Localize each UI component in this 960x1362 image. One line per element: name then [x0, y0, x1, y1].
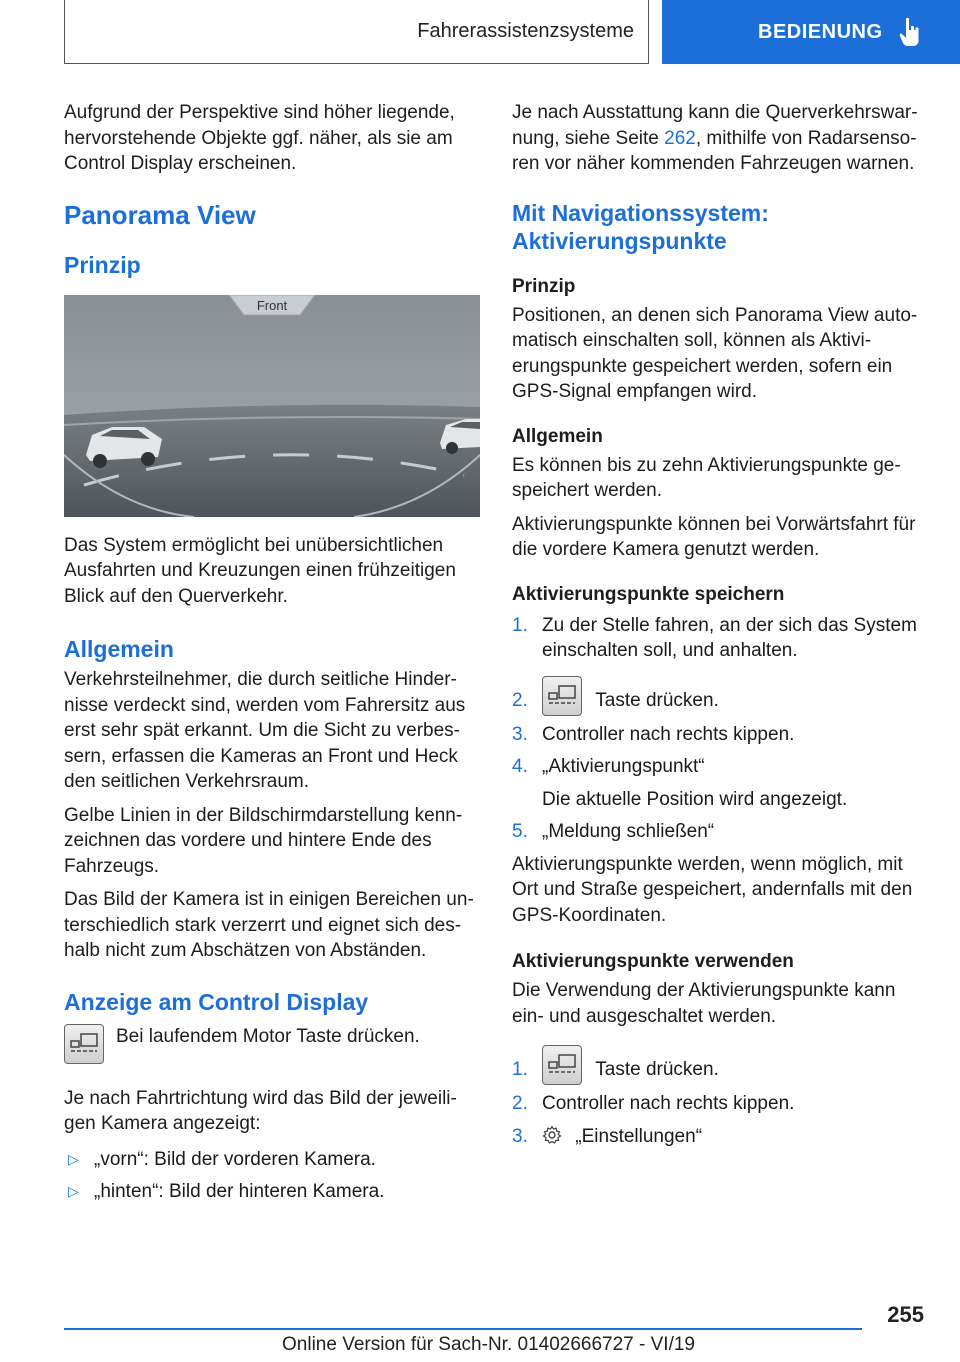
- list-item: 5. „Meldung schließen“: [512, 821, 715, 842]
- prinzip-right-paragraph: Positionen, an denen sich Panorama View automatisch einschalten soll, können als Aktivierungspunkte gespeichert werden, sofern ein GPS-Signal empfangen wird.: [512, 304, 918, 402]
- heading-navigation-aktivierungspunkte: Mit Navigationssystem: Aktivierungspunkte: [512, 199, 769, 254]
- list-item: 1. Taste drücken.: [512, 1045, 924, 1085]
- anzeige-key-text: Bei laufendem Motor Taste drücken.: [116, 1025, 420, 1047]
- triangle-bullet-icon: ▷: [68, 1183, 79, 1199]
- header-chapter-title: BEDIENUNG: [758, 20, 883, 43]
- list-item: 3. Controller nach rechts kippen.: [512, 723, 795, 745]
- allgemein-paragraph-2: Gelbe Linien in der Bildschirmdarstellung kennzeichnen das vordere und hintere Ende des Fahrzeugs.: [64, 804, 463, 877]
- list-item: 1. Zu der Stelle fahren, an der sich das System einschalten soll, und anhalten.: [512, 614, 917, 661]
- footer-online-version: Online Version für Sach-Nr. 01402666727 - VI/19: [282, 1334, 695, 1355]
- heading-verwenden: Aktivierungspunkte verwenden: [512, 951, 794, 972]
- heading-allgemein-right: Allgemein: [512, 425, 603, 447]
- triangle-bullet-icon: ▷: [68, 1150, 79, 1167]
- panorama-camera-image: [64, 295, 480, 517]
- heading-panorama-view: Panorama View: [64, 199, 256, 230]
- list-item: 3. „Einstellungen“: [512, 1125, 703, 1147]
- panorama-view-button-icon: [542, 1045, 582, 1085]
- header-chapter-tab: [662, 0, 960, 64]
- prinzip-paragraph: Das System ermöglicht bei unübersichtlichen Ausfahrten und Kreuzungen einen frühzeitigen Blick auf den Querverkehr.: [64, 534, 456, 607]
- allgemein-paragraph-3: Das Bild der Kamera ist in einigen Bereichen unterschiedlich stark verzerrt und eignet sich deshalb nicht zum Abschätzen von Abständen.: [64, 889, 474, 961]
- panorama-view-button-icon: [542, 676, 582, 716]
- list-item: 2. Controller nach rechts kippen.: [512, 1093, 795, 1114]
- page-reference-link[interactable]: 262: [664, 127, 696, 149]
- verwenden-steps: [512, 1045, 924, 1149]
- header-section-tab: [64, 0, 649, 64]
- camera-bullet-list: [64, 1147, 480, 1205]
- right-column: [512, 100, 924, 1156]
- footer-divider: [64, 1328, 862, 1330]
- allgemein-paragraph-1: Verkehrsteilnehmer, die durch seitliche Hindernisse verdeckt sind, werden vom Fahrersitz aus erst sehr spät erkannt. Um die Sicht zu verbessern, erfassen die Kameras an Front und Heck den seitlichen Verkehrsraum.: [64, 669, 466, 792]
- list-item: 4. „Aktivierungspunkt“ Die aktuelle Position wird angezeigt.: [512, 756, 848, 810]
- page-number: 255: [887, 1302, 924, 1327]
- verwenden-paragraph: Die Verwendung der Aktivierungspunkte kann ein- und ausgeschaltet werden.: [512, 980, 896, 1027]
- front-label: Front: [256, 297, 288, 313]
- gear-icon: [542, 1125, 562, 1145]
- speichern-steps: [512, 613, 924, 845]
- list-item: 2. Taste drücken.: [512, 676, 924, 716]
- heading-allgemein: Allgemein: [64, 636, 174, 662]
- speichern-after-paragraph: Aktivierungspunkte werden, wenn möglich, mit Ort und Straße gespeichert, andernfalls mit den GPS-Koordinaten.: [512, 853, 913, 926]
- left-column: [64, 100, 480, 1212]
- heading-prinzip: Prinzip: [64, 251, 141, 278]
- allgemein-right-paragraph-2: Aktivierungspunkte können bei Vorwärtsfahrt für die vordere Kamera genutzt werden.: [512, 513, 916, 560]
- anzeige-paragraph: Je nach Fahrtrichtung wird das Bild der jeweiligen Kamera angezeigt:: [64, 1087, 457, 1134]
- intro-paragraph: Aufgrund der Perspektive sind höher liegende, hervorstehende Objekte ggf. näher, als sie am Control Display erscheinen.: [64, 102, 455, 174]
- hand-pointer-icon: [899, 17, 921, 47]
- heading-prinzip-right: Prinzip: [512, 275, 576, 297]
- list-item: ▷ „vorn“: Bild der vorderen Kamera.: [64, 1147, 480, 1173]
- heading-anzeige: Anzeige am Control Display: [64, 988, 369, 1015]
- heading-speichern: Aktivierungspunkte speichern: [512, 583, 785, 605]
- header-section-title: Fahrerassistenzsysteme: [417, 20, 634, 42]
- allgemein-right-paragraph-1: Es können bis zu zehn Aktivierungspunkte gespeichert werden.: [512, 454, 901, 501]
- right-intro-paragraph: Je nach Ausstattung kann die Querverkehrswarnung, siehe Seite 262, mithilfe von Radarsensoren vor näher kommenden Fahrzeugen warnen.: [512, 102, 918, 174]
- anzeige-key-row: [64, 1024, 480, 1076]
- panorama-view-button-icon: [64, 1024, 104, 1064]
- list-item: ▷ „hinten“: Bild der hinteren Kamera.: [64, 1179, 480, 1205]
